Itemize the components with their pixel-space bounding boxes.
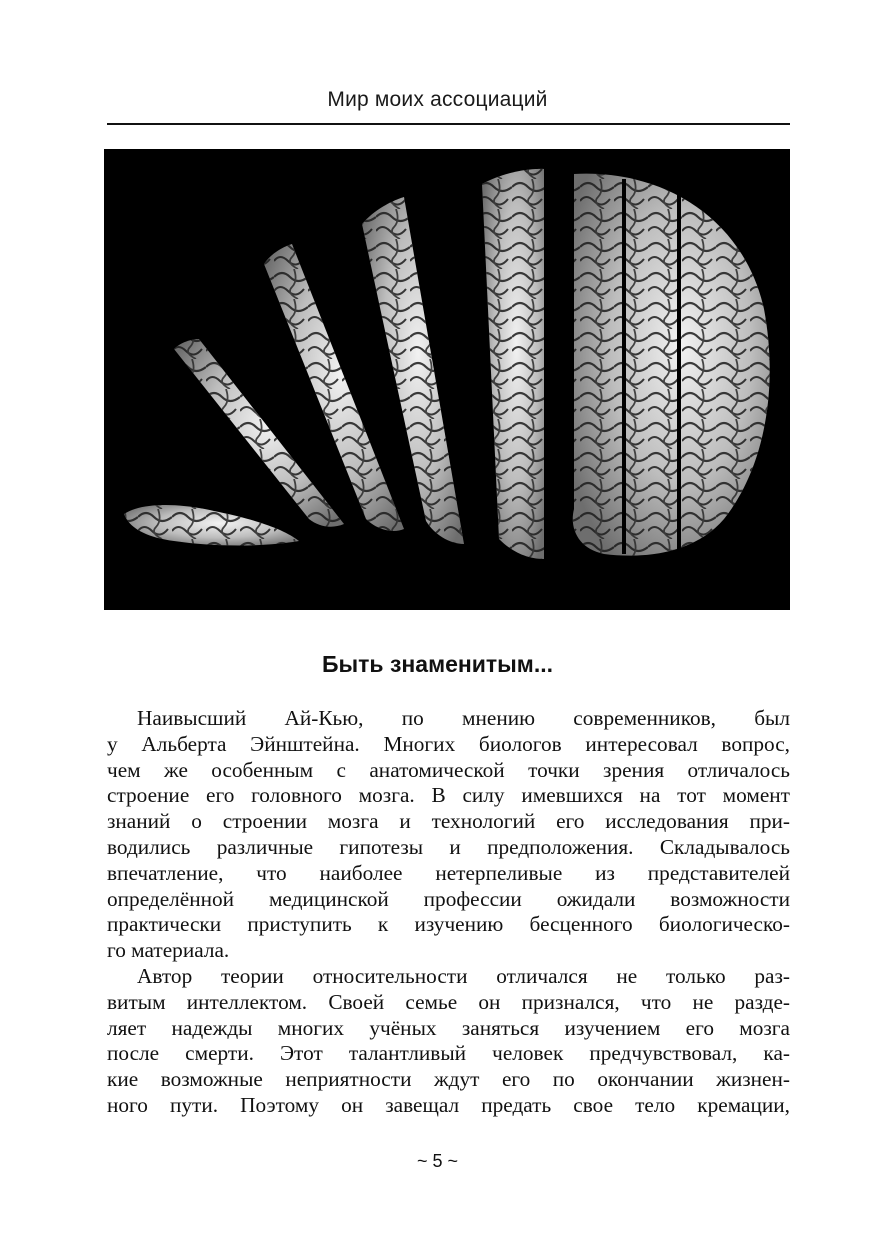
running-head-title: Мир моих ассоциаций bbox=[327, 88, 548, 111]
text-line: строение его головного мозга. В силу имевшихся на тот момент bbox=[107, 783, 790, 808]
text-line: ного пути. Поэтому он завещал предать свое тело кремации, bbox=[107, 1092, 790, 1117]
text-line: го материала. bbox=[107, 938, 230, 963]
text-line: кие возможные неприятности ждут его по окончании жизнен- bbox=[107, 1067, 790, 1092]
text-line: чем же особенным с анатомической точки зрения отличалось bbox=[107, 757, 790, 782]
text-line: знаний о строении мозга и технологий его исследования при- bbox=[107, 809, 790, 834]
body-text bbox=[107, 706, 790, 1119]
text-line: определённой медицинской профессии ожидали возможности bbox=[107, 886, 790, 911]
brain-illustration bbox=[104, 149, 790, 610]
text-line: после смерти. Этот талантливый человек предчувствовал, ка- bbox=[107, 1041, 790, 1066]
text-line: у Альберта Эйнштейна. Многих биологов интересовал вопрос, bbox=[107, 731, 790, 756]
text-line: Наивысший Ай-Кью, по мнению современников, был bbox=[137, 706, 790, 730]
paragraph bbox=[107, 706, 790, 964]
text-line: Автор теории относительности отличался не только раз- bbox=[137, 963, 790, 988]
header-rule bbox=[107, 123, 790, 125]
page-number: ~ 5 ~ bbox=[416, 1151, 459, 1171]
paragraph bbox=[107, 964, 790, 1119]
text-line: практически приступить к изучению бесценного биологическо- bbox=[107, 912, 790, 937]
text-line: ляет надежды многих учёных заняться изучением его мозга bbox=[107, 1015, 790, 1040]
text-line: впечатление, что наиболее нетерпеливые из представителей bbox=[107, 860, 790, 885]
text-line: водились различные гипотезы и предположения. Складывалось bbox=[107, 834, 790, 859]
text-line: витым интеллектом. Своей семье он признался, что не разде- bbox=[107, 989, 790, 1014]
section-title: Быть знаменитым... bbox=[321, 651, 553, 677]
